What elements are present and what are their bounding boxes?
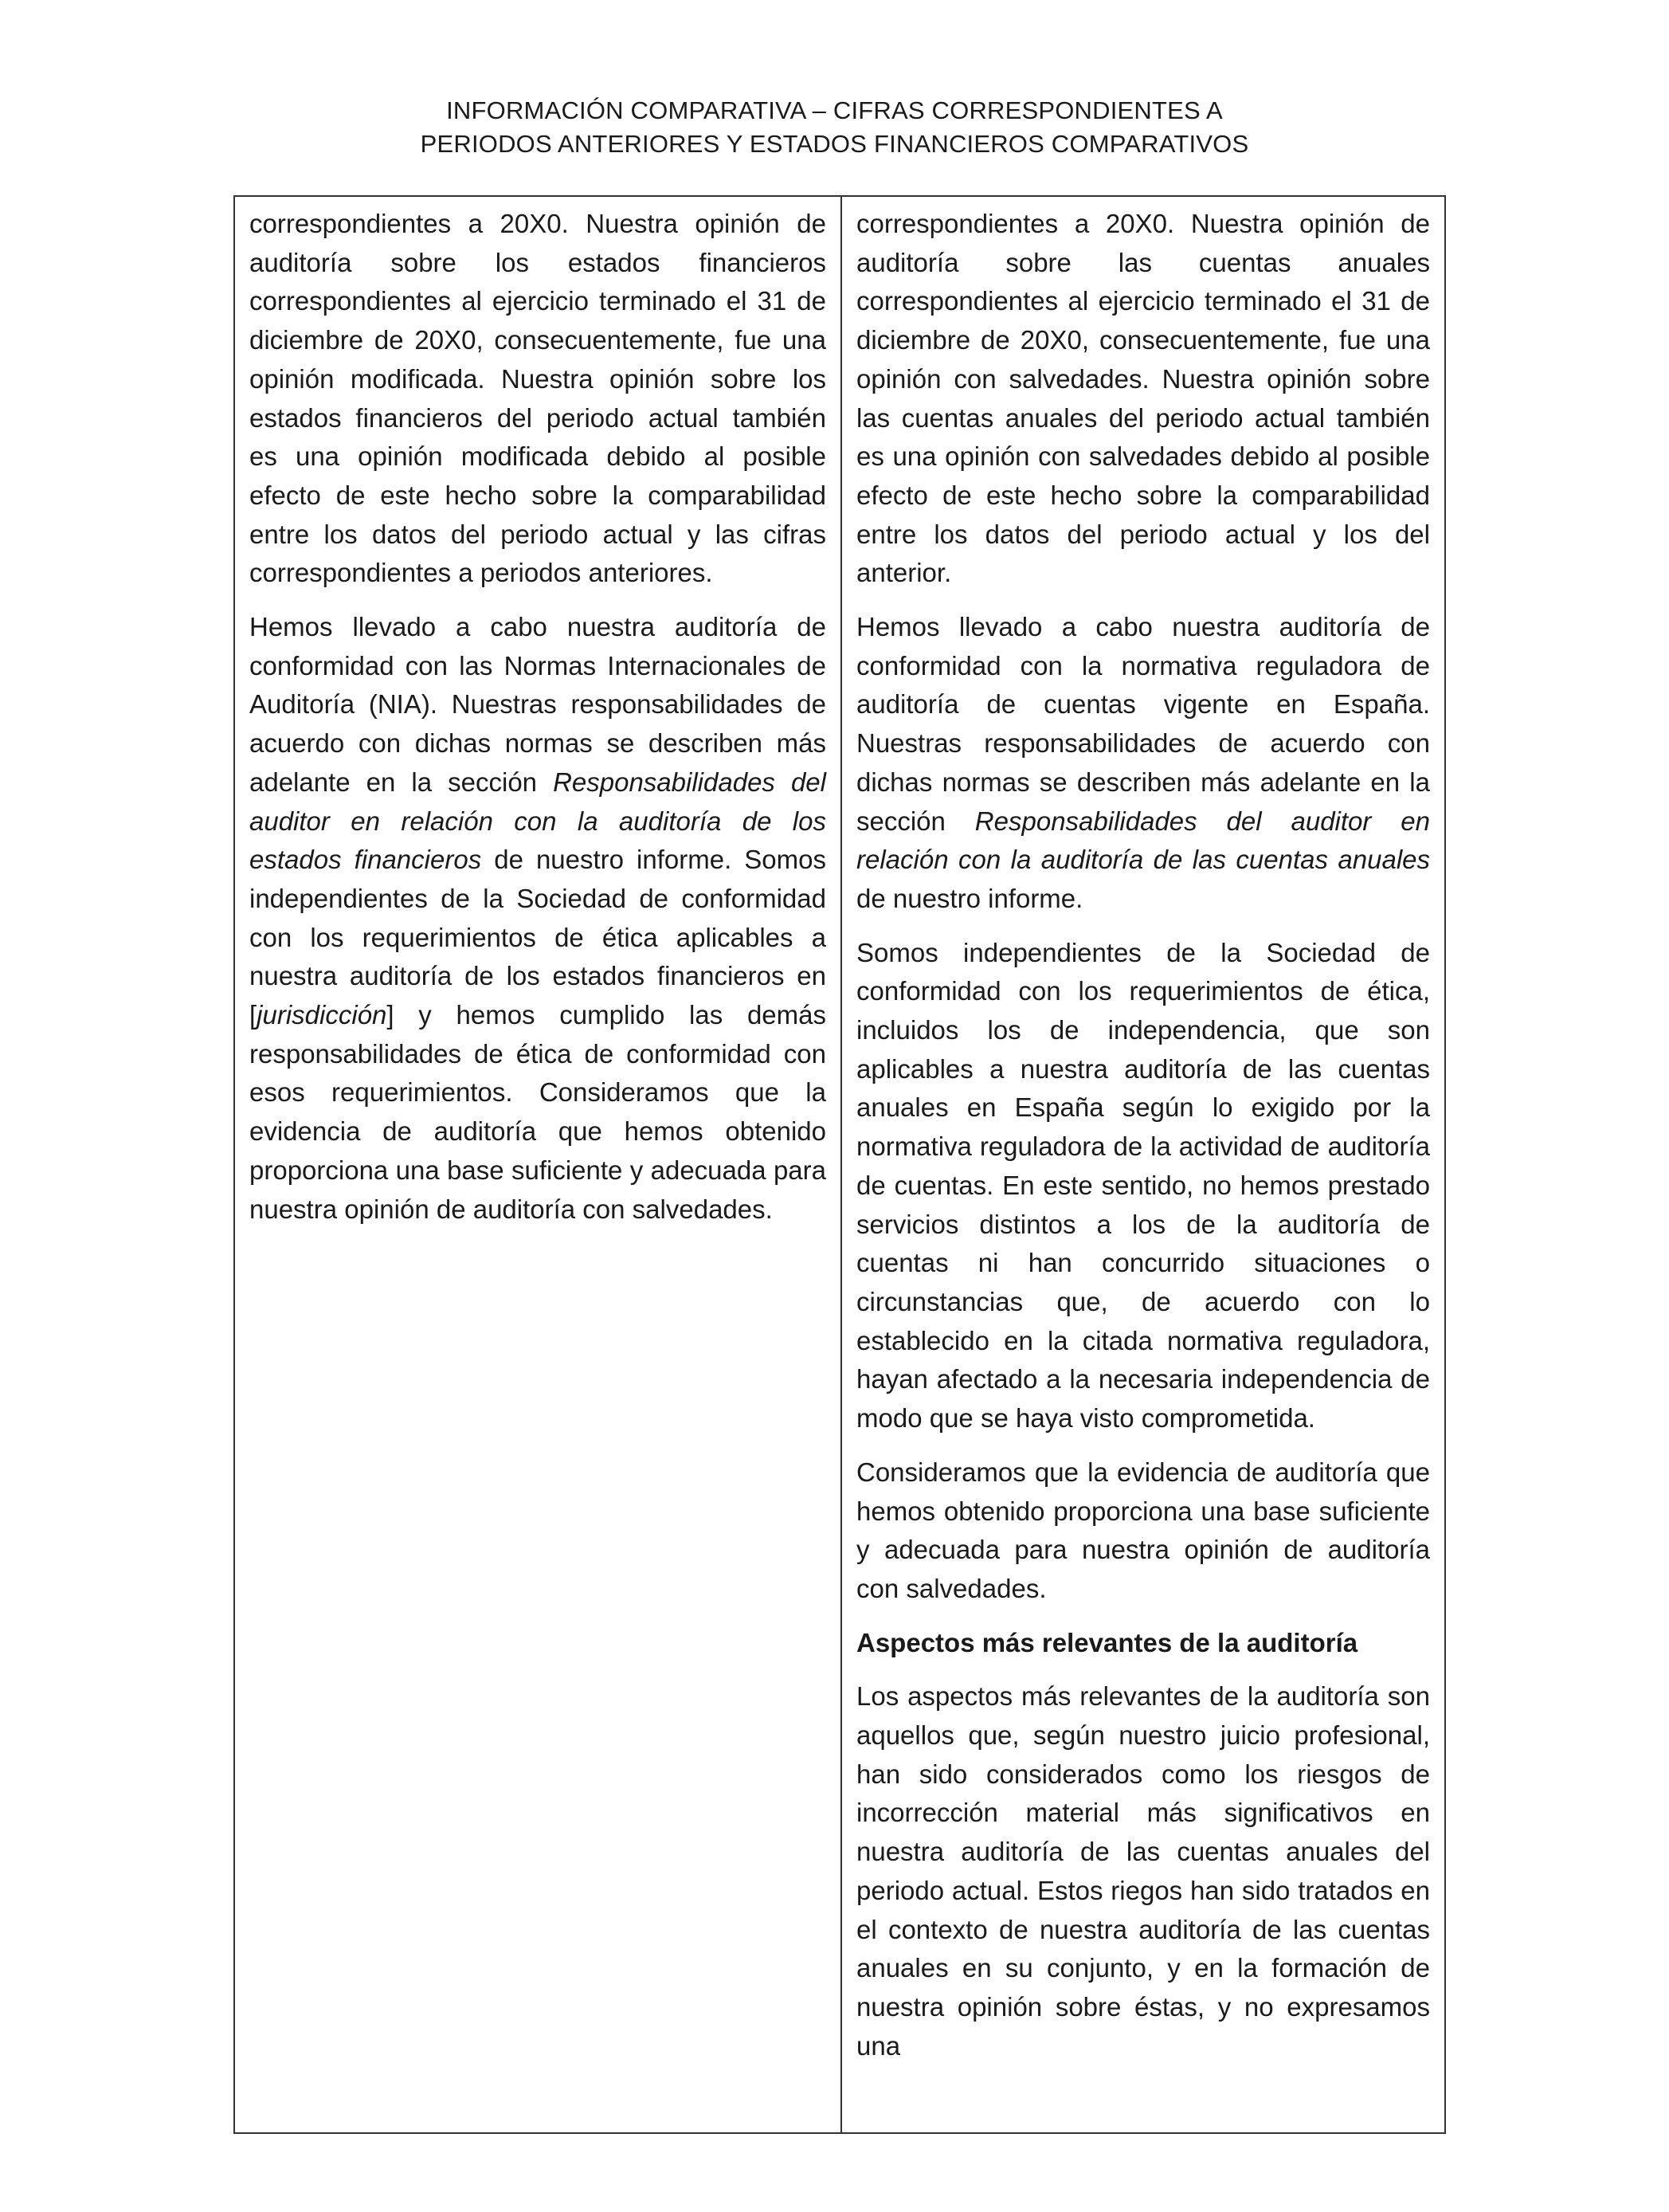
header-line-2: PERIODOS ANTERIORES Y ESTADOS FINANCIEROS COMPARATIVOS [420,130,1249,158]
left-p2-text-a: Hemos llevado a cabo nuestra auditoría de conformidad con las Normas Internacionales de Auditoría (NIA). Nuestras responsabilidades de acuerdo con dichas normas se describen más adelante en la sección [249,612,826,797]
right-paragraph-1: correspondientes a 20X0. Nuestra opinión de auditoría sobre las cuentas anuales correspondientes al ejercicio terminado el 31 de diciembre de 20X0, consecuentemente, fue una opinión con salvedades. Nuestra opinión sobre las cuentas anuales del periodo actual también es una opinión con salvedades debido al posible efecto de este hecho sobre la comparabilidad entre los datos del periodo actual y los del anterior. [856,209,1430,588]
header-line-1: INFORMACIÓN COMPARATIVA – CIFRAS CORRESPONDIENTES A [446,96,1223,124]
page-header [0,94,1669,161]
left-p2-text-e: ] y hemos cumplido las demás responsabilidades de ética de conformidad con esos requerimientos. Consideramos que la evidencia de auditoría que hemos obtenido proporciona una base suficiente y adecuada para nuestra opinión de auditoría con salvedades. [249,1000,826,1224]
left-p2-italic-section: Responsabilidades del auditor en relación con la auditoría de los estados financieros [249,767,826,875]
right-column [842,197,1444,2132]
right-p2-text-c: de nuestro informe. [856,883,1083,913]
left-paragraph-2 [249,608,826,1229]
right-paragraph-5: Los aspectos más relevantes de la auditoría son aquellos que, según nuestro juicio profesional, han sido considerados como los riesgos de incorrección material más significativos en nuestra auditoría de las cuentas anuales del periodo actual. Estos riegos han sido tratados en el contexto de nuestra auditoría de las cuentas anuales en su conjunto, y en la formación de nuestra opinión sobre éstas, y no expresamos una [856,1681,1430,2061]
left-paragraph-1: correspondientes a 20X0. Nuestra opinión de auditoría sobre los estados financieros correspondientes al ejercicio terminado el 31 de diciembre de 20X0, consecuentemente, fue una opinión modificada. Nuestra opinión sobre los estados financieros del periodo actual también es una opinión modificada debido al posible efecto de este hecho sobre la comparabilidad entre los datos del periodo actual y las cifras correspondientes a periodos anteriores. [249,209,826,588]
left-p2-italic-jurisdiction: jurisdicción [257,1000,387,1030]
right-paragraph-4: Consideramos que la evidencia de auditoría que hemos obtenido proporciona una base suficiente y adecuada para nuestra opinión de auditoría con salvedades. [856,1457,1430,1603]
right-p2-italic-section: Responsabilidades del auditor en relación con la auditoría de las cuentas anuales [856,806,1430,875]
right-p2-text-a: Hemos llevado a cabo nuestra auditoría de conformidad con la normativa reguladora de auditoría de cuentas vigente en España. Nuestras responsabilidades de acuerdo con dichas normas se describen más adelante en la sección [856,612,1430,836]
comparison-table [233,195,1446,2134]
right-paragraph-3: Somos independientes de la Sociedad de conformidad con los requerimientos de ética, incluidos los de independencia, que son aplicables a nuestra auditoría de las cuentas anuales en España según lo exigido por la normativa reguladora de la actividad de auditoría de cuentas. En este sentido, no hemos prestado servicios distintos a los de la auditoría de cuentas ni han concurrido situaciones o circunstancias que, de acuerdo con lo establecido en la citada normativa reguladora, hayan afectado a la necesaria independencia de modo que se haya visto comprometida. [856,937,1430,1433]
left-column [235,197,842,2132]
right-paragraph-2 [856,608,1430,919]
section-heading: Aspectos más relevantes de la auditoría [856,1627,1358,1657]
left-p2-text-c: de nuestro informe. Somos independientes de la Sociedad de conformidad con los requerimientos de ética aplicables a nuestra auditoría de los estados financieros en [ [249,845,826,1030]
